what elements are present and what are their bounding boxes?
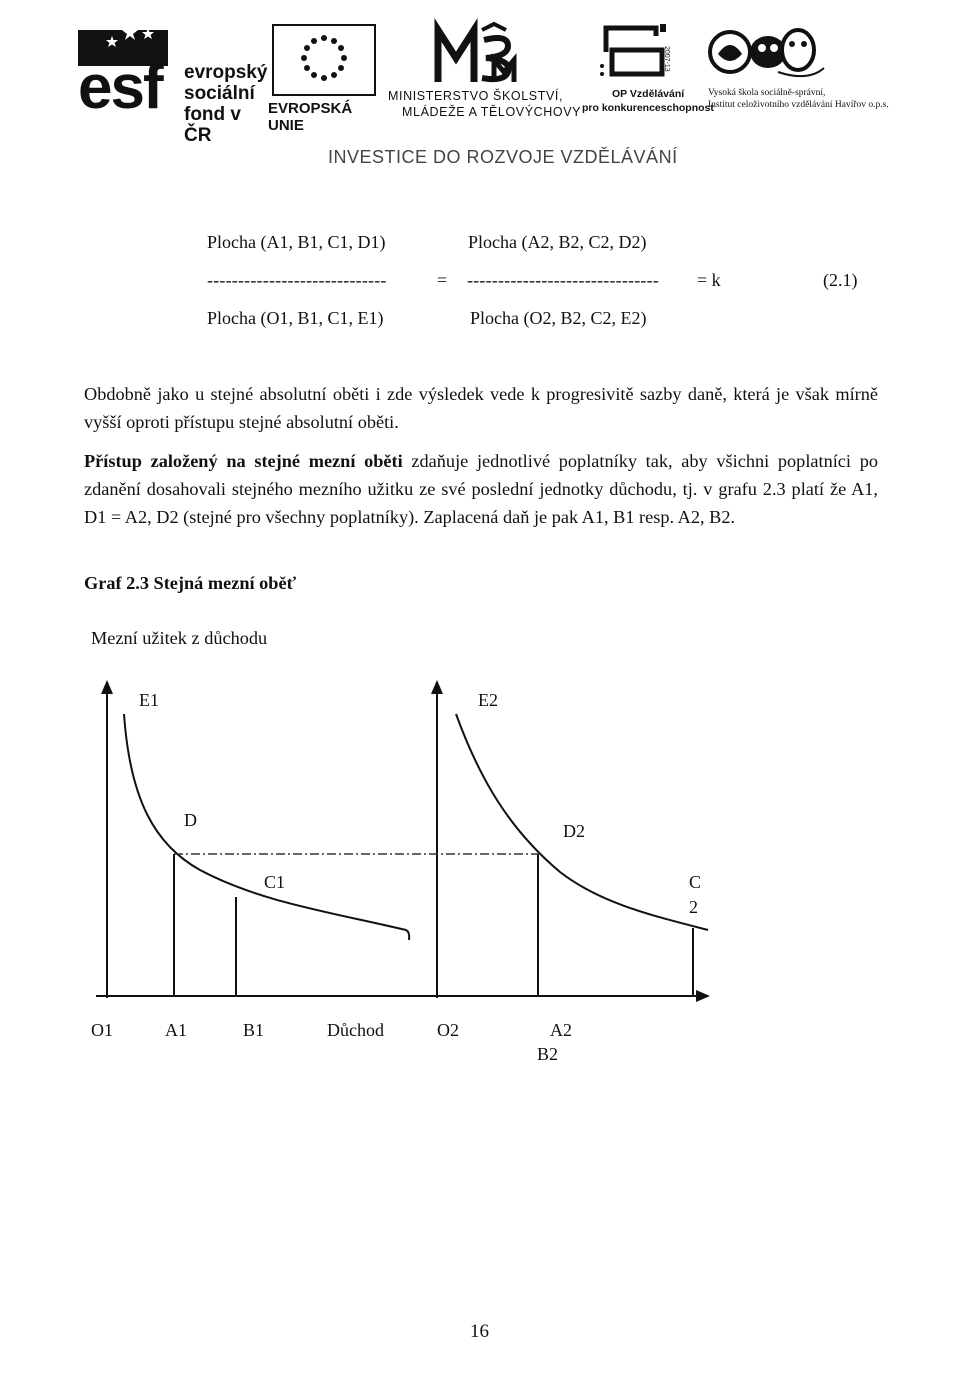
op-line1: OP Vzdělávání <box>612 88 685 100</box>
vs-owl-icon <box>708 28 826 80</box>
esf-line1: evropský <box>184 62 268 83</box>
header-slogan: INVESTICE DO ROZVOJE VZDĚLÁVÁNÍ <box>328 147 678 167</box>
msmt-line2: MLÁDEŽE A TĚLOVÝCHOVY <box>402 105 582 119</box>
esf-logo <box>78 22 268 146</box>
label-e2: E2 <box>478 690 498 710</box>
paragraph-2 <box>84 447 878 531</box>
equation-eq2: = k <box>697 270 721 290</box>
label-duchod: Důchod <box>327 1020 384 1040</box>
eu-logo <box>268 24 380 134</box>
vs-line1: Vysoká škola sociálně-správní, <box>708 88 826 98</box>
label-c: C <box>689 872 702 892</box>
msmt-logo <box>388 24 582 120</box>
marginal-utility-graph <box>0 660 960 1064</box>
equation-dash2: ------------------------------- <box>467 270 660 290</box>
label-d: D <box>184 810 197 830</box>
y-axis-2-arrow-icon <box>431 680 443 694</box>
eu-flag-icon <box>272 24 376 96</box>
graph-caption: Graf 2.3 Stejná mezní oběť <box>84 573 297 593</box>
label-a1: A1 <box>165 1020 187 1040</box>
y-axis-1-arrow-icon <box>101 680 113 694</box>
label-o1: O1 <box>91 1020 113 1040</box>
esf-logo-text: esf <box>78 53 162 122</box>
op-year: 2007-13 <box>663 46 670 72</box>
equation-den2: Plocha (O2, B2, C2, E2) <box>470 308 647 328</box>
op-logo <box>582 22 714 122</box>
paragraph-2-bold: Přístup založený na stejné mezní oběti <box>84 451 403 471</box>
x-axis-arrow-icon <box>696 990 710 1002</box>
utility-curve-1 <box>124 714 409 940</box>
equation-number: (2.1) <box>823 270 858 290</box>
equation-eq1: = <box>437 270 448 290</box>
vs-logo <box>708 28 918 114</box>
label-o2: O2 <box>437 1020 459 1040</box>
esf-line3: fond v ČR <box>184 104 241 146</box>
equation-num1: Plocha (A1, B1, C1, D1) <box>207 232 386 252</box>
equation-dash1: ----------------------------- <box>207 270 387 290</box>
label-b1: B1 <box>243 1020 265 1040</box>
esf-line2: sociální <box>184 83 255 104</box>
msmt-monogram-icon <box>434 24 524 86</box>
label-c-sub: 2 <box>689 897 698 917</box>
eu-label: EVROPSKÁ UNIE <box>268 100 353 134</box>
equation-num2: Plocha (A2, B2, C2, D2) <box>468 232 647 252</box>
page-number: 16 <box>470 1321 489 1342</box>
msmt-line1: MINISTERSTVO ŠKOLSTVÍ, <box>388 89 564 103</box>
paragraph-2-rest: zdaňuje jednotlivé poplatníky tak, aby všichni poplatníci po zdanění dosahovali stejného mezního užitku ze své poslední jednotky důchodu, tj. v grafu 2.3 platí že A1, D1 = A2, D2 (stejné pro všechny poplatníky). Zaplacená daň je pak A1, B1 resp. A2, B2. <box>84 451 878 527</box>
label-d2: D2 <box>563 821 585 841</box>
label-c1: C1 <box>264 872 286 892</box>
page-header <box>0 0 960 190</box>
paragraph-1: Obdobně jako u stejné absolutní oběti i zde výsledek vede k progresivitě sazby daně, která je však mírně vyšší oproti přístupu stejné absolutní oběti. <box>84 384 878 432</box>
label-b2: B2 <box>537 1044 559 1064</box>
equation-den1: Plocha (O1, B1, C1, E1) <box>207 308 384 328</box>
label-e1: E1 <box>139 690 159 710</box>
graph-y-label: Mezní užitek z důchodu <box>91 628 268 648</box>
op-line2: pro konkurenceschopnost <box>582 102 714 114</box>
label-a2: A2 <box>550 1020 572 1040</box>
vs-line2: Institut celoživotního vzdělávání Havířov o.p.s. <box>708 100 889 110</box>
